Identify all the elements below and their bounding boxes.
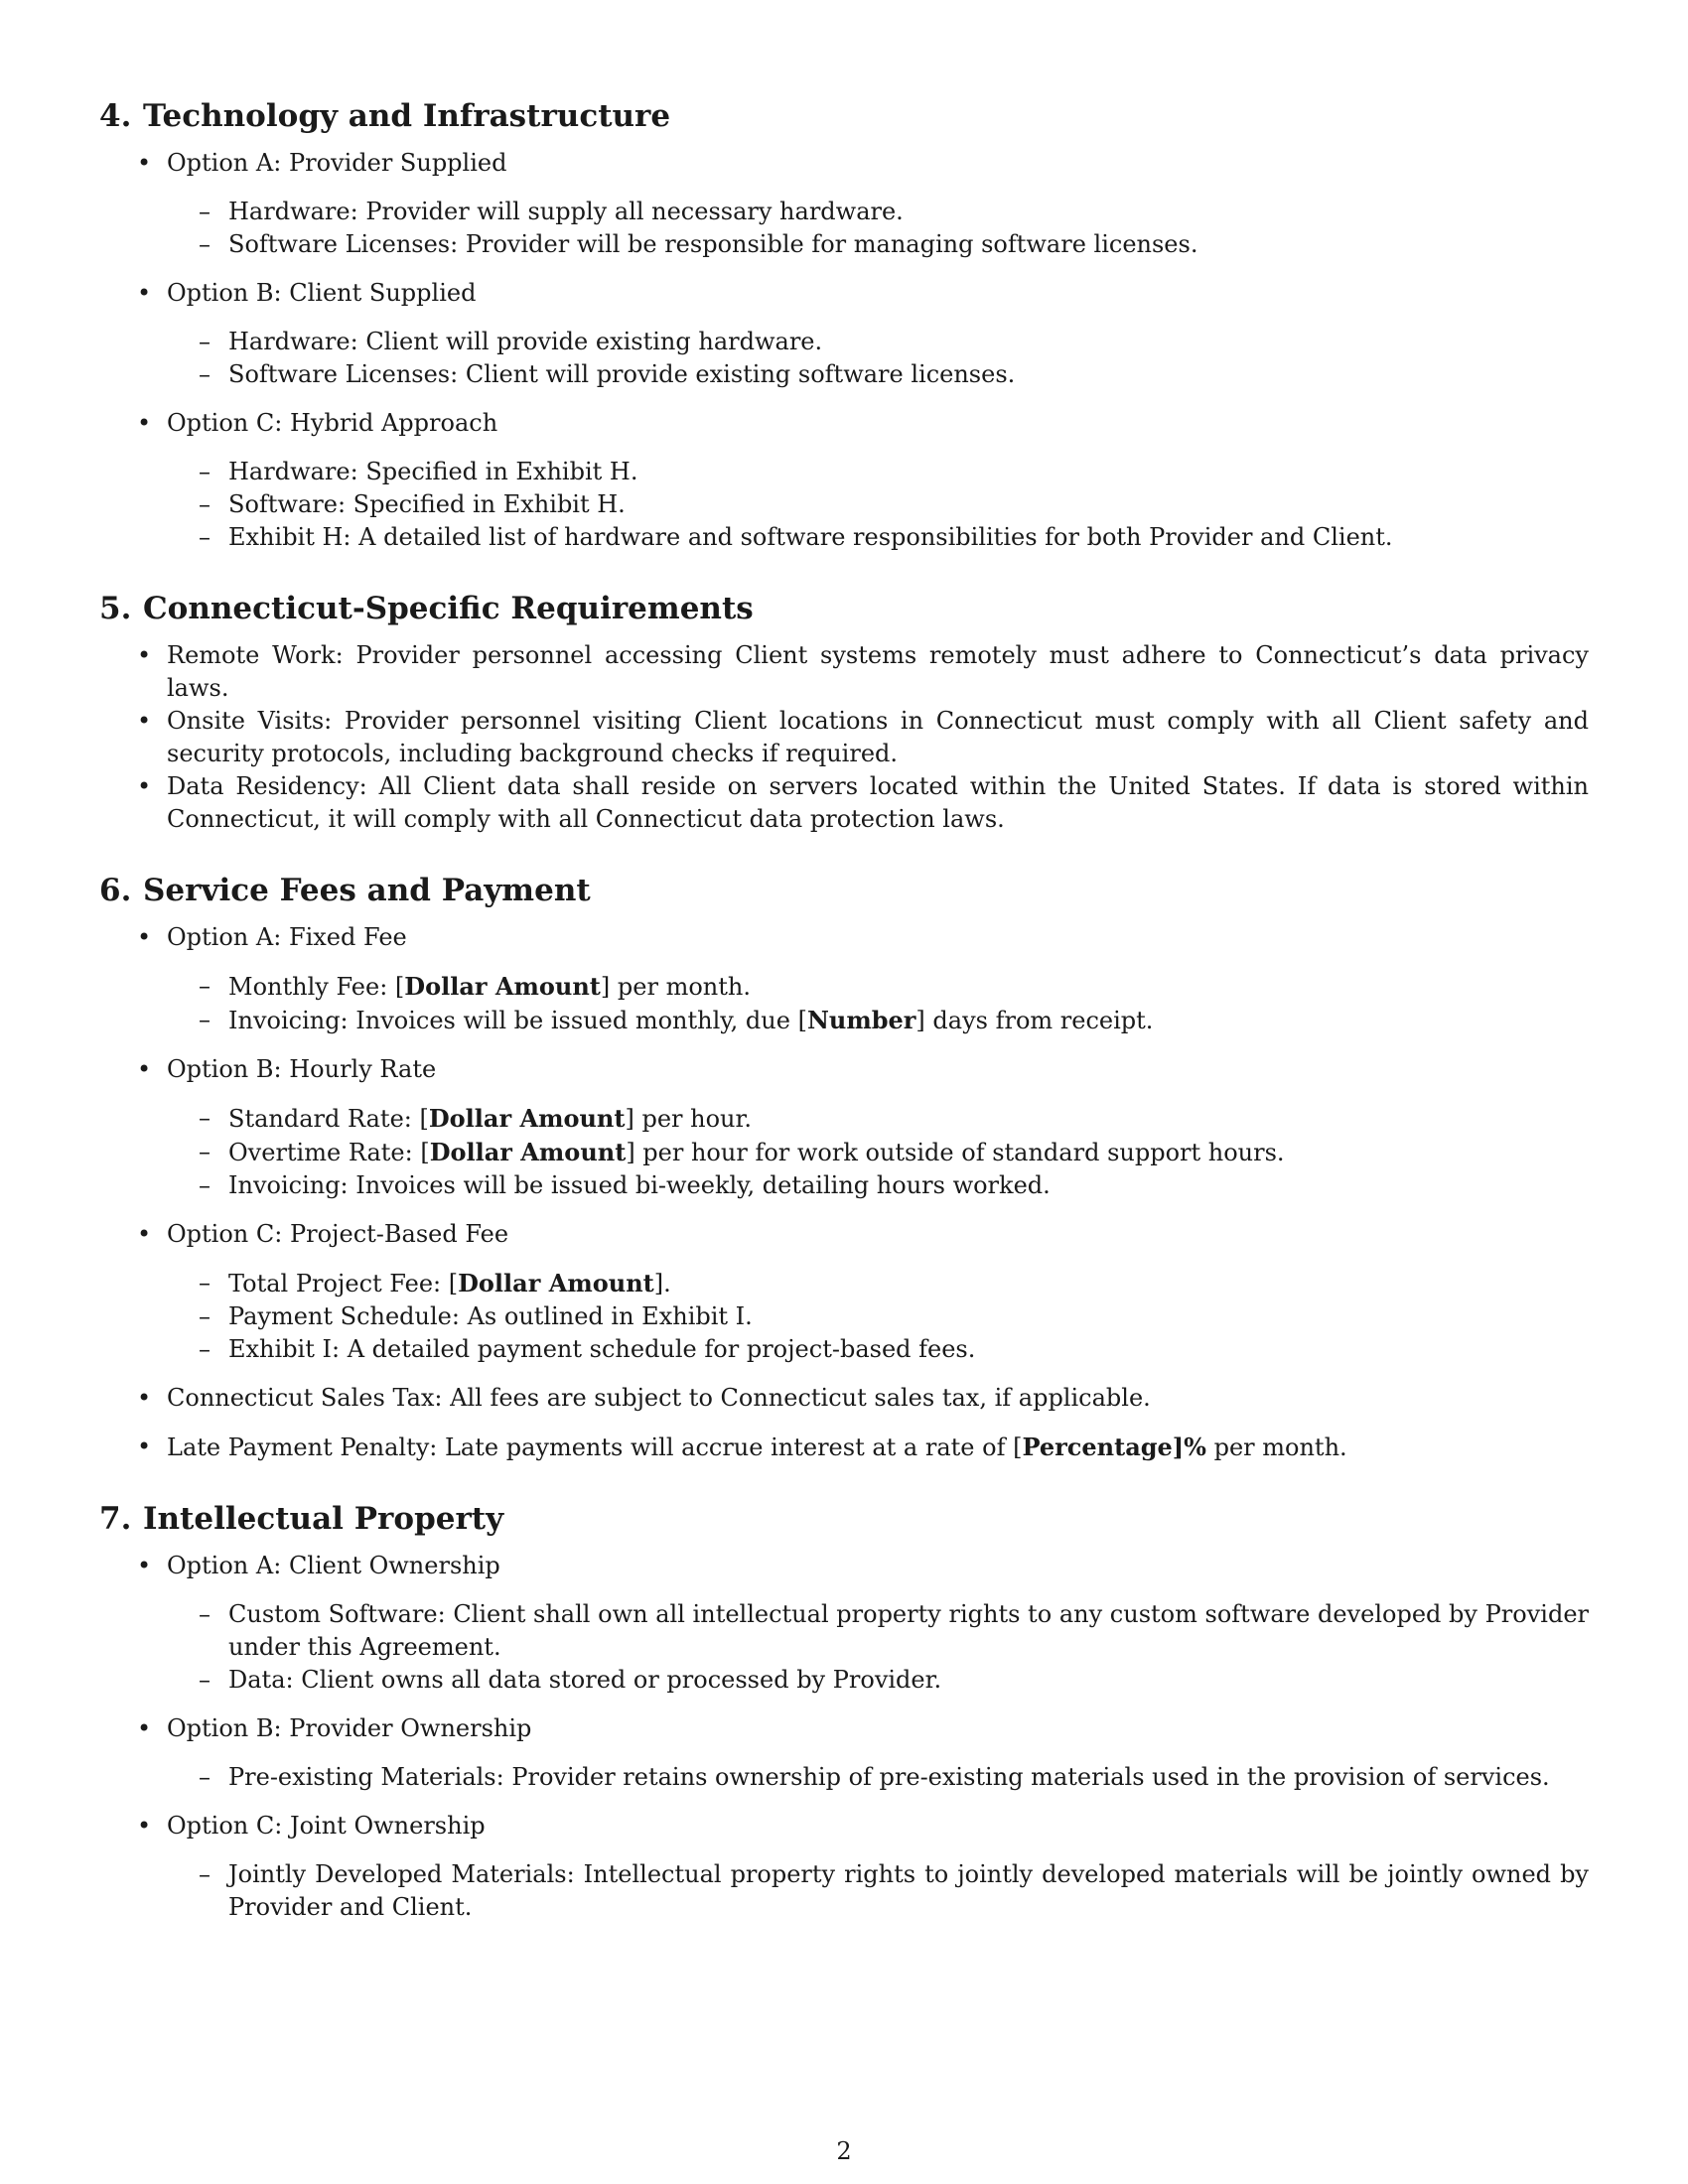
sales-tax-item: • Connecticut Sales Tax: All fees are subject to Connecticut sales tax, if applicable. bbox=[167, 1382, 1589, 1415]
section-technology-infrastructure bbox=[99, 95, 1589, 554]
sub-list bbox=[167, 1267, 1589, 1366]
list-item: – Hardware: Provider will supply all necessary hardware. bbox=[228, 196, 1589, 228]
section-heading: 7. Intellectual Property bbox=[99, 1501, 504, 1537]
sub-list bbox=[167, 1858, 1589, 1924]
list-item: – Payment Schedule: As outlined in Exhibit I. bbox=[228, 1300, 1589, 1333]
section-intellectual-property bbox=[99, 1498, 1589, 1924]
section-connecticut-requirements bbox=[99, 588, 1589, 836]
section-heading: 5. Connecticut-Specific Requirements bbox=[99, 591, 754, 626]
requirements-list bbox=[99, 639, 1589, 836]
option-c: • Option C: Project-Based Fee – Total Project Fee: [Dollar Amount]. – Payment Schedule: As outlined in Exhibit I. – Exhibit I: A detailed payment schedule for project-based fees. bbox=[167, 1218, 1589, 1366]
sub-list bbox=[167, 1761, 1589, 1794]
list-item: – Standard Rate: [Dollar Amount] per hour. bbox=[228, 1102, 1589, 1136]
list-item: • Onsite Visits: Provider personnel visiting Client locations in Connecticut must comply with all Client safety and security protocols, including background checks if required. bbox=[167, 705, 1589, 770]
late-payment-item: • Late Payment Penalty: Late payments will accrue interest at a rate of [Percentage]% per month. bbox=[167, 1431, 1589, 1464]
list-item: – Software Licenses: Client will provide existing software licenses. bbox=[228, 358, 1589, 391]
list-item: – Total Project Fee: [Dollar Amount]. bbox=[228, 1267, 1589, 1300]
list-item: – Data: Client owns all data stored or processed by Provider. bbox=[228, 1664, 1589, 1697]
list-item: – Jointly Developed Materials: Intellectual property rights to jointly developed materials will be jointly owned by Provider and Client. bbox=[228, 1858, 1589, 1924]
list-item: – Software Licenses: Provider will be responsible for managing software licenses. bbox=[228, 228, 1589, 261]
sub-list bbox=[167, 1598, 1589, 1697]
sub-list bbox=[167, 196, 1589, 261]
list-item: – Exhibit I: A detailed payment schedule for project-based fees. bbox=[228, 1333, 1589, 1366]
section-heading: 4. Technology and Infrastructure bbox=[99, 98, 671, 134]
sub-list bbox=[167, 326, 1589, 391]
fee-options-list bbox=[99, 921, 1589, 1464]
list-item: – Pre-existing Materials: Provider retains ownership of pre-existing materials used in the provision of services. bbox=[228, 1761, 1589, 1794]
section-service-fees bbox=[99, 870, 1589, 1464]
list-item: – Exhibit H: A detailed list of hardware and software responsibilities for both Provider and Client. bbox=[228, 521, 1589, 554]
list-item: – Monthly Fee: [Dollar Amount] per month. bbox=[228, 970, 1589, 1004]
list-item: – Custom Software: Client shall own all intellectual property rights to any custom software developed by Provider under this Agreement. bbox=[228, 1598, 1589, 1664]
option-a: • Option A: Provider Supplied – Hardware: Provider will supply all necessary hardware. – Software Licenses: Provider will be responsible for managing software licenses. bbox=[167, 147, 1589, 261]
option-b: • Option B: Hourly Rate – Standard Rate: [Dollar Amount] per hour. – Overtime Rate: [Dollar Amount] per hour for work outside of standard support hours. – Invoicing: Invoices will be issued bi-weekly, detailing hours worked. bbox=[167, 1053, 1589, 1202]
section-heading: 6. Service Fees and Payment bbox=[99, 873, 591, 908]
sub-list bbox=[167, 1102, 1589, 1202]
document-page bbox=[99, 95, 1589, 1958]
list-item: • Data Residency: All Client data shall reside on servers located within the United States. If data is stored within Connecticut, it will comply with all Connecticut data protection laws. bbox=[167, 770, 1589, 836]
ownership-options-list bbox=[99, 1550, 1589, 1924]
sub-list bbox=[167, 970, 1589, 1037]
option-c: • Option C: Hybrid Approach – Hardware: Specified in Exhibit H. – Software: Specified in Exhibit H. – Exhibit H: A detailed list of hardware and software responsibilities for both Provider and Client. bbox=[167, 407, 1589, 554]
list-item: – Invoicing: Invoices will be issued bi-weekly, detailing hours worked. bbox=[228, 1169, 1589, 1202]
option-b: • Option B: Client Supplied – Hardware: Client will provide existing hardware. – Software Licenses: Client will provide existing software licenses. bbox=[167, 277, 1589, 391]
list-item: – Software: Specified in Exhibit H. bbox=[228, 488, 1589, 521]
list-item: – Hardware: Client will provide existing hardware. bbox=[228, 326, 1589, 358]
option-a: • Option A: Fixed Fee – Monthly Fee: [Dollar Amount] per month. – Invoicing: Invoices will be issued monthly, due [Number] days from receipt. bbox=[167, 921, 1589, 1037]
sub-list bbox=[167, 456, 1589, 554]
list-item: – Overtime Rate: [Dollar Amount] per hour for work outside of standard support hours. bbox=[228, 1136, 1589, 1169]
list-item: • Remote Work: Provider personnel accessing Client systems remotely must adhere to Connecticut’s data privacy laws. bbox=[167, 639, 1589, 705]
list-item: – Hardware: Specified in Exhibit H. bbox=[228, 456, 1589, 488]
page-number: 2 bbox=[836, 2137, 852, 2165]
option-a: • Option A: Client Ownership – Custom Software: Client shall own all intellectual property rights to any custom software developed by Provider under this Agreement. – Data: Client owns all data stored or processed by Provider. bbox=[167, 1550, 1589, 1697]
option-b: • Option B: Provider Ownership – Pre-existing Materials: Provider retains ownership of pre-existing materials used in the provision of services. bbox=[167, 1712, 1589, 1794]
options-list bbox=[99, 147, 1589, 554]
list-item: – Invoicing: Invoices will be issued monthly, due [Number] days from receipt. bbox=[228, 1004, 1589, 1037]
option-c: • Option C: Joint Ownership – Jointly Developed Materials: Intellectual property rights to jointly developed materials will be jointly owned by Provider and Client. bbox=[167, 1810, 1589, 1924]
